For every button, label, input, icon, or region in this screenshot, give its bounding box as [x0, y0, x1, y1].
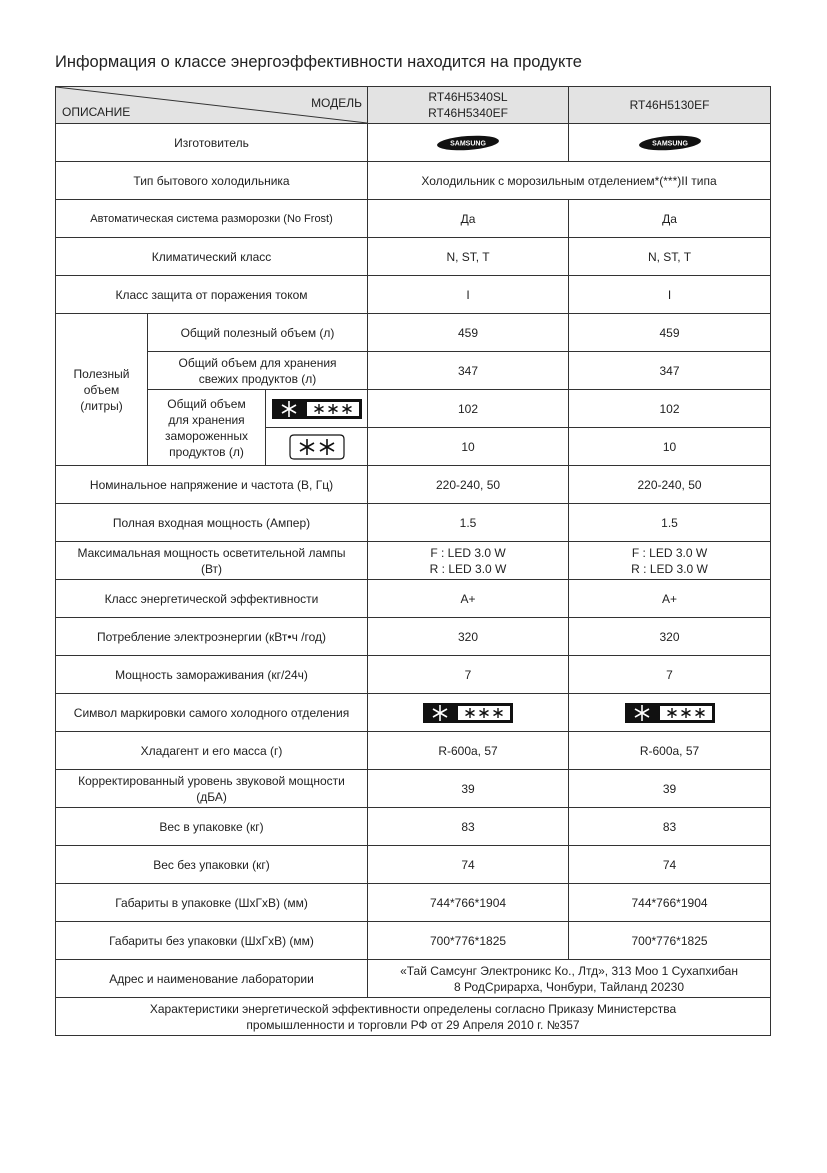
table-cell: 459: [569, 314, 771, 352]
table-row: [56, 808, 771, 846]
table-cell: [569, 124, 771, 162]
table-row: [56, 124, 771, 162]
table-cell: 347: [368, 352, 569, 390]
row-label: Хладагент и его масса (г): [56, 732, 368, 770]
table-cell: Холодильник с морозильным отделением*(***)II типа: [368, 162, 771, 200]
table-cell: 320: [569, 618, 771, 656]
table-cell: [569, 542, 771, 580]
table-cell: [569, 694, 771, 732]
row-label: Класс защита от поражения током: [56, 276, 368, 314]
row-label-line: Максимальная мощность осветительной лампы: [77, 545, 346, 560]
table-cell: Да: [569, 200, 771, 238]
cell-line: «Тай Самсунг Электроникс Ко., Лтд», 313 Моо 1 Сухапхибан: [400, 963, 738, 978]
samsung-logo: [436, 135, 500, 151]
model-col2-header: RT46H5130EF: [569, 87, 771, 124]
table-cell: 39: [569, 770, 771, 808]
row-label-line: Корректированный уровень звуковой мощности: [78, 773, 345, 788]
four-star-freezer-icon: [422, 702, 514, 724]
row-label: [56, 542, 368, 580]
table-row: [56, 352, 771, 390]
table-cell: 10: [368, 428, 569, 466]
row-label: Тип бытового холодильника: [56, 162, 368, 200]
table-row: [56, 390, 771, 428]
samsung-logo: [638, 135, 702, 151]
page-title: Информация о классе энергоэффективности находится на продукте: [55, 53, 582, 71]
row-label: Климатический класс: [56, 238, 368, 276]
table-row: [56, 314, 771, 352]
table-cell: 220-240, 50: [368, 466, 569, 504]
table-cell: 7: [368, 656, 569, 694]
two-star-freezer-icon: [288, 433, 346, 461]
row-label: Адрес и наименование лаборатории: [56, 960, 368, 998]
row-label: Автоматическая система разморозки (No Frost): [56, 200, 368, 238]
table-cell: 7: [569, 656, 771, 694]
table-row: [56, 580, 771, 618]
table-row: [56, 276, 771, 314]
row-label: Общий полезный объем (л): [148, 314, 368, 352]
table-cell: 744*766*1904: [569, 884, 771, 922]
row-label-line: замороженных: [165, 428, 248, 443]
table-cell: 1.5: [368, 504, 569, 542]
row-label: Номинальное напряжение и частота (В, Гц): [56, 466, 368, 504]
row-label: Мощность замораживания (кг/24ч): [56, 656, 368, 694]
table-cell: N, ST, T: [368, 238, 569, 276]
row-label-line: Общий объем: [167, 396, 246, 411]
table-cell: 10: [569, 428, 771, 466]
table-cell: 102: [569, 390, 771, 428]
table-cell: N, ST, T: [569, 238, 771, 276]
model-col1-header: [368, 87, 569, 124]
row-label-line: (Вт): [200, 561, 223, 576]
table-cell: 320: [368, 618, 569, 656]
table-cell: 39: [368, 770, 569, 808]
table-cell: 700*776*1825: [368, 922, 569, 960]
table-row: [56, 200, 771, 238]
table-row: [56, 884, 771, 922]
row-label-line: для хранения: [168, 412, 245, 427]
table-cell: A+: [569, 580, 771, 618]
header-row: [56, 87, 771, 124]
row-label: Вес без упаковки (кг): [56, 846, 368, 884]
row-label: Символ маркировки самого холодного отделения: [56, 694, 368, 732]
table-row: [56, 162, 771, 200]
table-cell: 74: [569, 846, 771, 884]
model-col1-name-1: RT46H5340SL: [428, 90, 508, 104]
cell-line: R : LED 3.0 W: [429, 561, 507, 576]
row-label: [148, 390, 266, 466]
row-label-line: (дБА): [196, 789, 227, 804]
table-row: [56, 238, 771, 276]
row-label-line: продуктов (л): [169, 444, 244, 459]
table-cell: 83: [569, 808, 771, 846]
header-corner-cell: [56, 87, 368, 124]
table-row: [56, 542, 771, 580]
volume-group-line: объем: [83, 382, 120, 397]
row-label-line: Общий объем для хранения: [178, 355, 337, 370]
table-row: [56, 466, 771, 504]
model-label: МОДЕЛЬ: [311, 96, 363, 110]
table-cell: 1.5: [569, 504, 771, 542]
table-row: [56, 732, 771, 770]
table-cell: A+: [368, 580, 569, 618]
table-row: [56, 694, 771, 732]
row-label: [148, 352, 368, 390]
model-col1-name-2: RT46H5340EF: [428, 106, 508, 120]
table-row: [56, 770, 771, 808]
table-cell: 83: [368, 808, 569, 846]
table-cell: 74: [368, 846, 569, 884]
row-label: Класс энергетической эффективности: [56, 580, 368, 618]
table-cell: [368, 542, 569, 580]
row-label: Вес в упаковке (кг): [56, 808, 368, 846]
table-cell: 744*766*1904: [368, 884, 569, 922]
table-cell: 102: [368, 390, 569, 428]
volume-group-line: Полезный: [73, 366, 130, 381]
cell-line: R : LED 3.0 W: [631, 561, 708, 576]
row-label: Потребление электроэнергии (кВт•ч /год): [56, 618, 368, 656]
table-cell: I: [569, 276, 771, 314]
table-row: [56, 960, 771, 998]
table-cell: 347: [569, 352, 771, 390]
table-row: [56, 656, 771, 694]
volume-group-line: (литры): [80, 398, 123, 413]
table-row: [56, 922, 771, 960]
table-cell: Да: [368, 200, 569, 238]
table-cell: 700*776*1825: [569, 922, 771, 960]
volume-group-label: [56, 314, 148, 466]
table-cell: 220-240, 50: [569, 466, 771, 504]
cell-line: F : LED 3.0 W: [631, 545, 708, 560]
footer-note: [56, 998, 771, 1036]
table-row: [56, 618, 771, 656]
footer-line: Характеристики энергетической эффективности определены согласно Приказу Министерства: [149, 1001, 677, 1016]
cell-line: F : LED 3.0 W: [430, 545, 506, 560]
table-cell: [368, 960, 771, 998]
row-label: Полная входная мощность (Ампер): [56, 504, 368, 542]
energy-info-table: [55, 86, 771, 1036]
table-cell: R-600a, 57: [569, 732, 771, 770]
table-cell: 459: [368, 314, 569, 352]
table-cell: R-600a, 57: [368, 732, 569, 770]
table-cell: [368, 694, 569, 732]
row-label: Габариты в упаковке (ШхГхВ) (мм): [56, 884, 368, 922]
footer-line: промышленности и торговли РФ от 29 Апреля 2010 г. №357: [246, 1017, 580, 1032]
row-label: Изготовитель: [56, 124, 368, 162]
row-label: [56, 770, 368, 808]
cell-line: 8 РодСрирарха, Чонбури, Тайланд 20230: [454, 979, 685, 994]
table-row: [56, 504, 771, 542]
row-label: Габариты без упаковки (ШхГхВ) (мм): [56, 922, 368, 960]
table-cell: [368, 124, 569, 162]
table-row: [56, 846, 771, 884]
table-cell: I: [368, 276, 569, 314]
svg-text:SAMSUNG: SAMSUNG: [450, 140, 486, 148]
row-label-line: свежих продуктов (л): [198, 371, 317, 386]
footer-row: [56, 998, 771, 1036]
four-star-freezer-icon: [624, 702, 716, 724]
table-cell: [266, 390, 368, 428]
table-cell: [266, 428, 368, 466]
four-star-freezer-icon: [271, 398, 363, 420]
description-label: ОПИСАНИЕ: [62, 105, 131, 119]
svg-text:SAMSUNG: SAMSUNG: [651, 140, 688, 148]
